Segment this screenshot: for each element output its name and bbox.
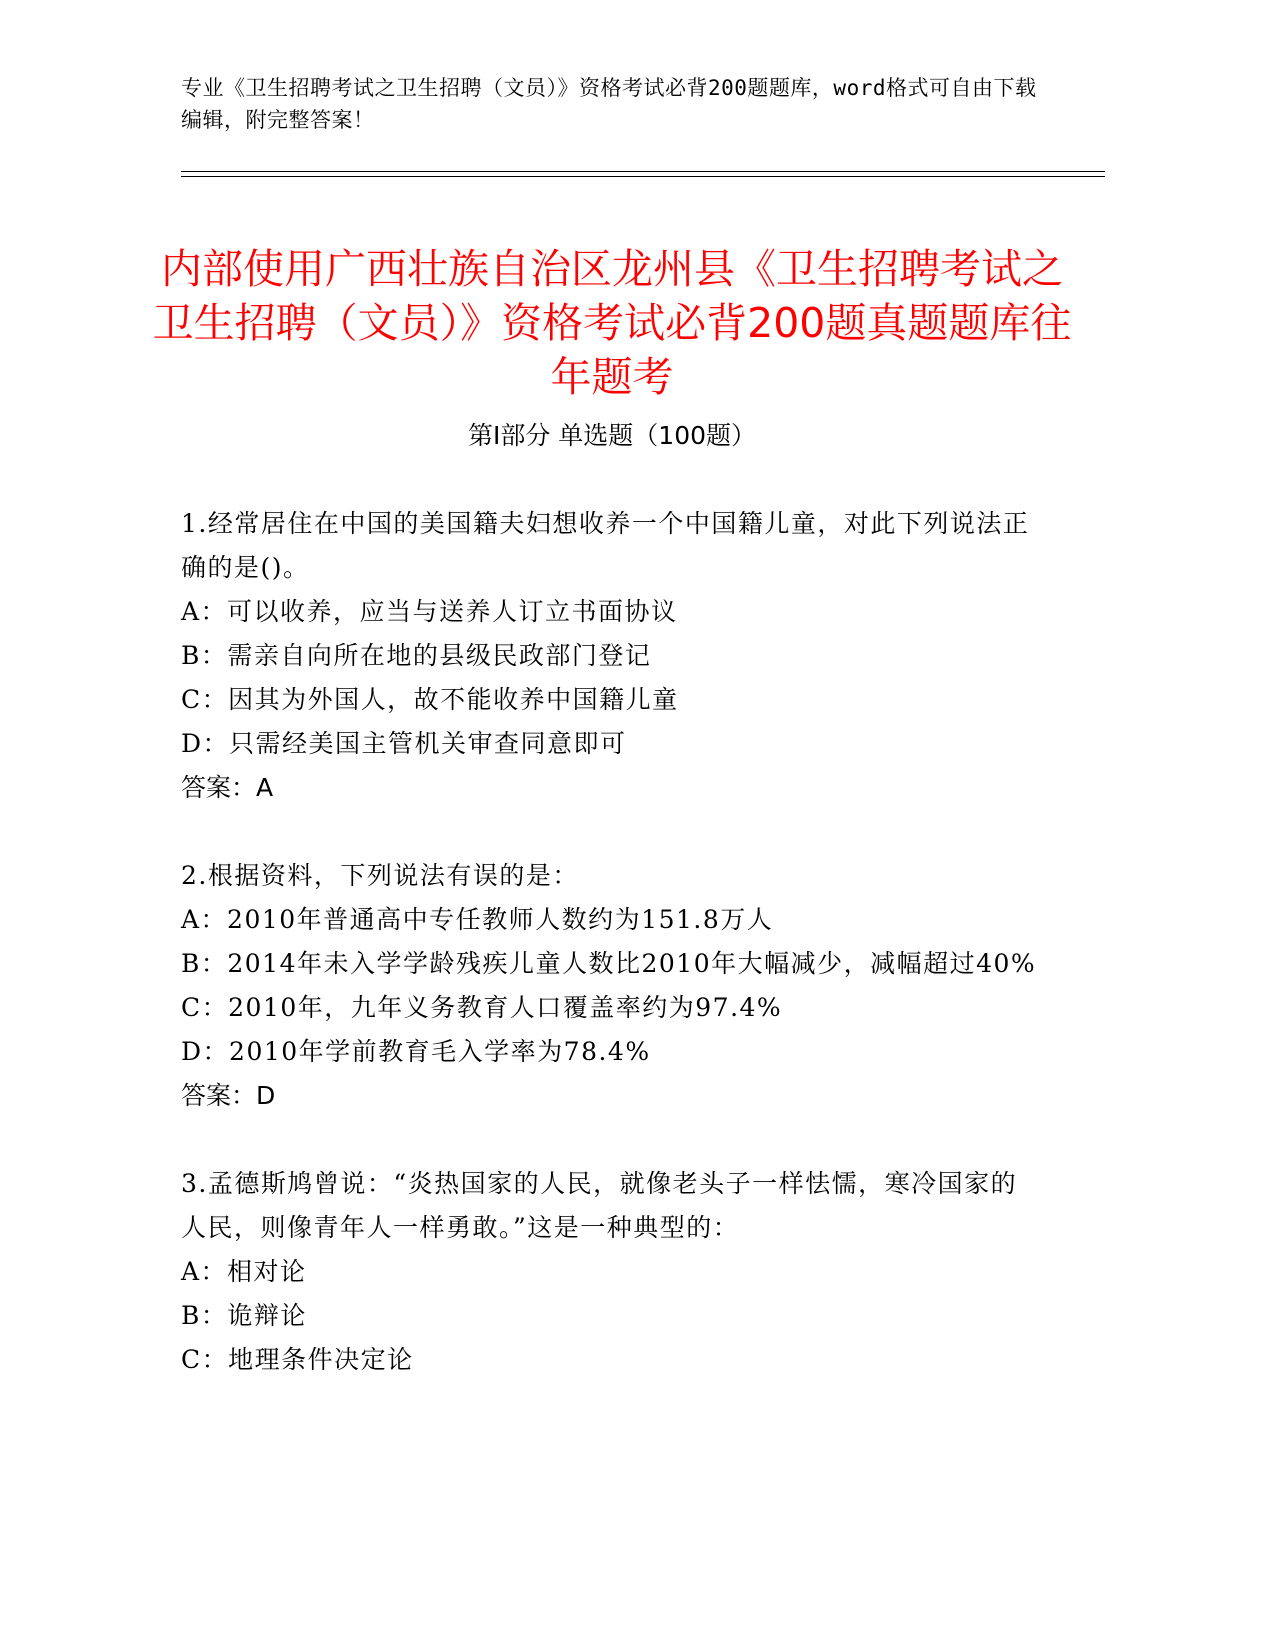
question-option: D：2010年学前教育毛入学率为78.4% — [181, 1037, 651, 1066]
header-divider-top — [181, 171, 1105, 172]
question-option: B：2014年未入学学龄残疾儿童人数比2010年大幅减少，减幅超过40% — [181, 949, 1037, 978]
question-list — [181, 502, 1041, 1426]
question-option: C：2010年，九年义务教育人口覆盖率约为97.4% — [181, 993, 783, 1022]
question-answer: 答案：D — [181, 1081, 276, 1110]
question-option: B：诡辩论 — [181, 1301, 307, 1330]
question-item — [181, 502, 1041, 810]
header-note: 专业《卫生招聘考试之卫生招聘（文员）》资格考试必背200题题库，word格式可自由下载编辑，附完整答案！ — [181, 76, 1037, 132]
header-divider-bottom — [181, 176, 1105, 177]
question-stem: 3.孟德斯鸠曾说：“炎热国家的人民，就像老头子一样怯懦，寒冷国家的人民，则像青年人一样勇敢。”这是一种典型的： — [181, 1169, 1018, 1242]
document-title: 内部使用广西壮族自治区龙州县《卫生招聘考试之卫生招聘（文员）》资格考试必背200题真题题库往年题考 — [152, 245, 1072, 402]
question-option: A：可以收养，应当与送养人订立书面协议 — [181, 597, 678, 626]
question-option: D：只需经美国主管机关审查同意即可 — [181, 729, 627, 758]
question-option: A：相对论 — [181, 1257, 307, 1286]
question-option: A：2010年普通高中专任教师人数约为151.8万人 — [181, 905, 774, 934]
question-item — [181, 854, 1041, 1118]
question-answer: 答案：A — [181, 773, 274, 802]
question-option: C：地理条件决定论 — [181, 1345, 414, 1374]
question-stem: 1.经常居住在中国的美国籍夫妇想收养一个中国籍儿童，对此下列说法正确的是()。 — [181, 509, 1030, 582]
section-title: 第I部分 单选题（100题） — [467, 421, 757, 450]
question-stem: 2.根据资料，下列说法有误的是： — [181, 861, 579, 890]
question-option: C：因其为外国人，故不能收养中国籍儿童 — [181, 685, 679, 714]
question-option: B：需亲自向所在地的县级民政部门登记 — [181, 641, 652, 670]
question-item — [181, 1162, 1041, 1382]
